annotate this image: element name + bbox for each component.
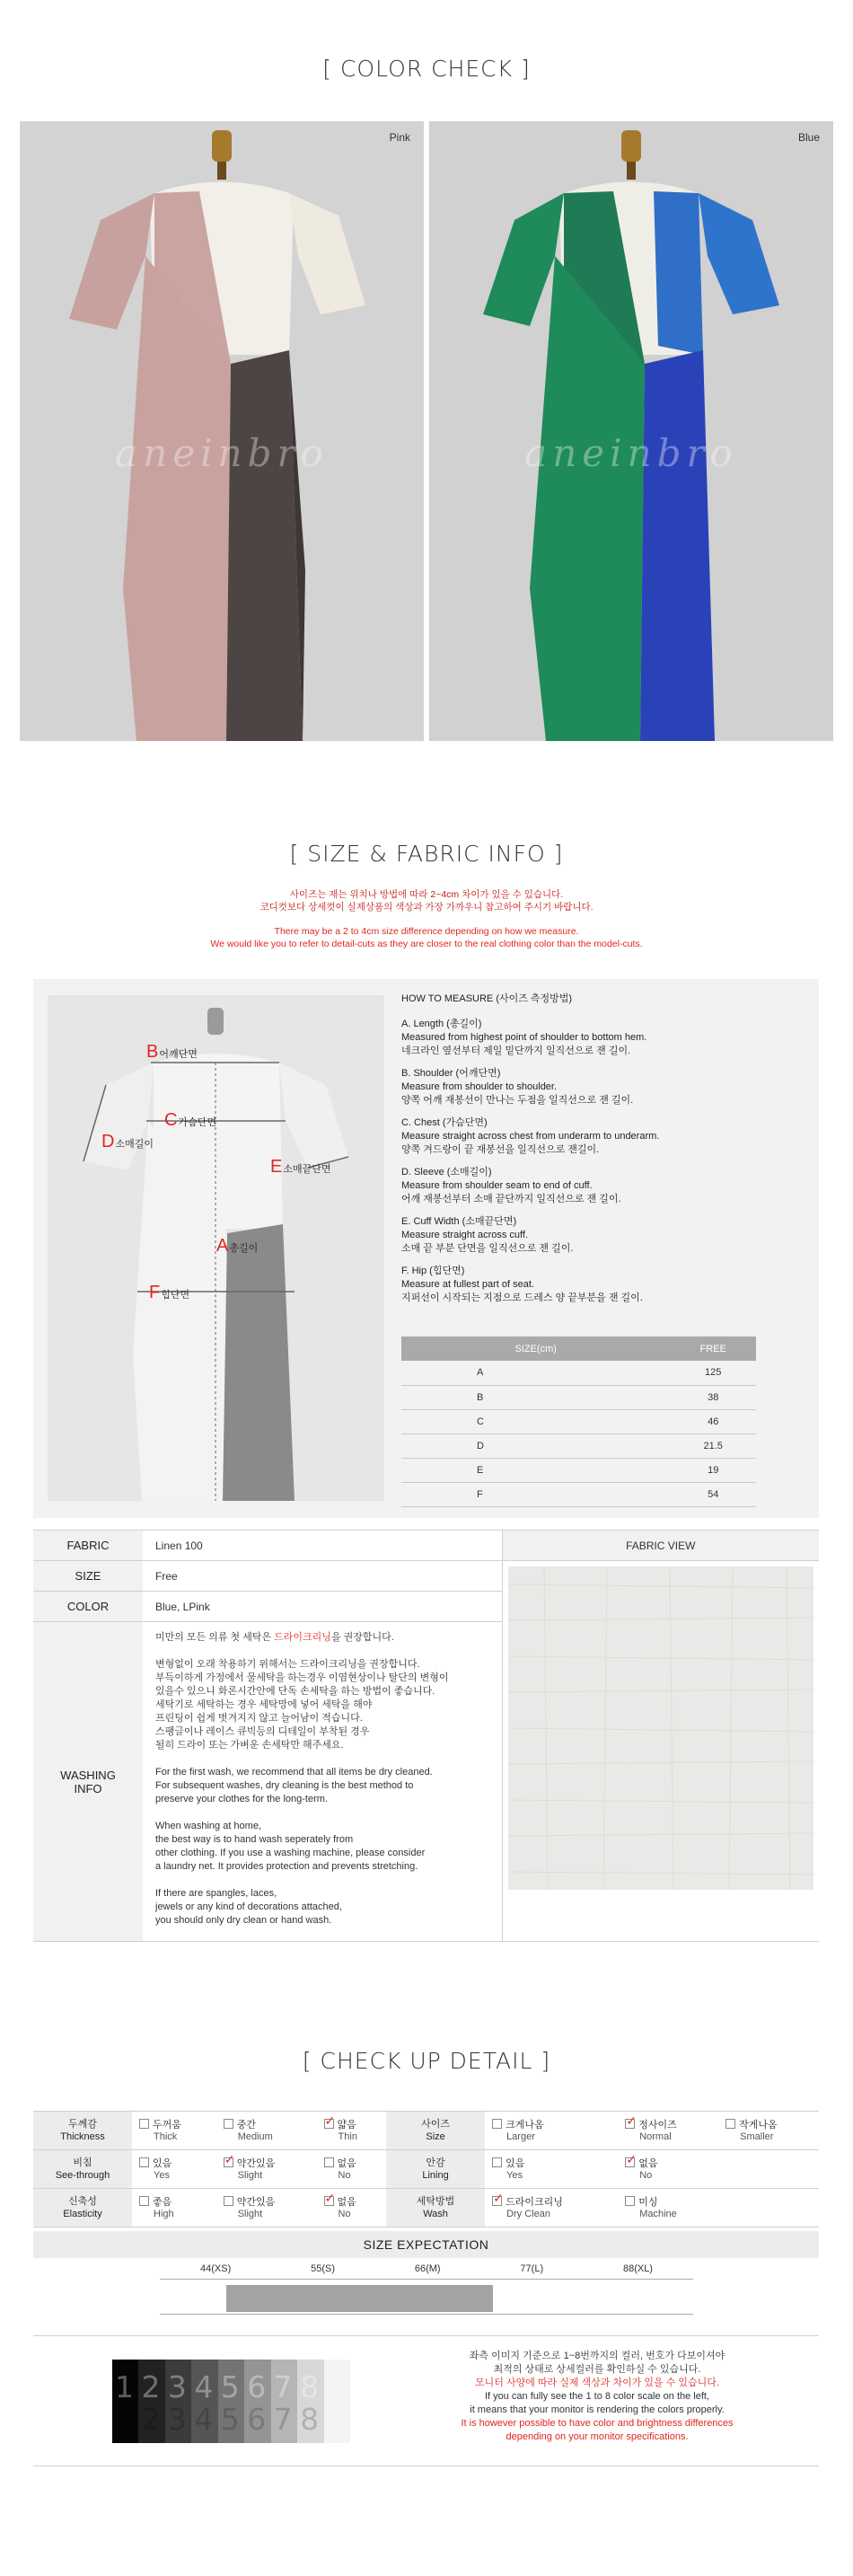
scale-digit: 5 xyxy=(220,2402,240,2437)
size-table-header xyxy=(401,1337,756,1361)
size-larger: 크게나옴 Larger xyxy=(485,2112,618,2150)
color-label: COLOR xyxy=(33,1592,143,1622)
measure-label-a: A총길이 xyxy=(216,1236,259,1256)
check-up-table xyxy=(33,2111,819,2228)
size-note-kr xyxy=(0,888,853,913)
measure-item-b: B. Shoulder (어깨단면) Measure from shoulder to shoulder. 양쪽 어깨 재봉선이 만나는 두점을 일직선으로 잰 길이. xyxy=(401,1068,634,1106)
size-expectation-header: SIZE EXPECTATION xyxy=(33,2231,819,2258)
gray-swatch xyxy=(165,2360,191,2443)
elastic-no: ✓없음 No xyxy=(317,2189,387,2228)
elastic-high: 좋음 High xyxy=(132,2189,216,2228)
measure-item-d: D. Sleeve (소매길이) Measure from shoulder seam to end of cuff. 어깨 재봉선부터 소매 끝단까지 일직선으로 잰 길이. xyxy=(401,1167,621,1204)
gray-swatch xyxy=(138,2360,164,2443)
gray-swatch xyxy=(297,2360,323,2443)
blue-color-label: Blue xyxy=(797,131,820,144)
monitor-note-en-1: If you can fully see the 1 to 8 color scale on the left, xyxy=(484,2391,710,2402)
lining-header: 안감 Lining xyxy=(386,2150,485,2189)
see-slight: ✓약간있음 Slight xyxy=(216,2150,317,2189)
scale-digit: 2 xyxy=(141,2402,161,2437)
color-value: Blue, LPink xyxy=(143,1592,502,1622)
gray-swatch xyxy=(271,2360,297,2443)
scale-digit: 8 xyxy=(300,2369,320,2404)
scale-digit: 3 xyxy=(167,2369,187,2404)
divider xyxy=(33,2335,819,2336)
monitor-note-kr-1: 좌측 이미지 기준으로 1~8번까지의 컬러, 번호가 다보이셔야 xyxy=(469,2351,725,2361)
watermark: aneinbro xyxy=(115,431,329,475)
size-note-en xyxy=(0,925,853,950)
thickness-header: 두께감 Thickness xyxy=(33,2112,132,2150)
size-fabric-title: [ SIZE & FABRIC INFO ] xyxy=(289,841,564,867)
measure-label-b: B어깨단면 xyxy=(146,1042,198,1062)
color-check-title: [ COLOR CHECK ] xyxy=(322,56,531,82)
fabric-info-table xyxy=(33,1530,819,1942)
monitor-note-en-3: It is however possible to have color and brightness differences xyxy=(461,2418,734,2429)
size-col-header: SIZE(cm) xyxy=(401,1337,670,1361)
monitor-note-en-2: it means that your monitor is rendering the colors properly. xyxy=(470,2404,725,2415)
table-row: D 21.5 xyxy=(401,1434,756,1458)
size-expectation-scale xyxy=(160,2263,693,2315)
scale-digit: 8 xyxy=(300,2402,320,2437)
measure-mannequin-photo xyxy=(48,995,384,1501)
wash-en-2: When washing at home, the best way is to hand wash seperately from other clothing. If you use a washing machine, please consider a laundry net. It provides protection and prevents stretching. xyxy=(155,1821,426,1872)
free-col-header: FREE xyxy=(670,1337,756,1361)
thickness-medium: 중간 Medium xyxy=(216,2112,317,2150)
scale-digit: 4 xyxy=(194,2369,214,2404)
wash-en-3: If there are spangles, laces, jewels or any kind of decorations attached, you should only dry clean or hand wash. xyxy=(155,1888,342,1926)
size-normal: ✓정사이즈 Normal xyxy=(618,2112,718,2150)
monitor-note-en-4: depending on your monitor specifications. xyxy=(506,2431,689,2442)
size-header: 사이즈 Size xyxy=(386,2112,485,2150)
scale-digit: 7 xyxy=(273,2402,293,2437)
size-tick-l: 77(L) xyxy=(520,2263,544,2274)
scale-digit: 3 xyxy=(167,2402,187,2437)
wash-kr-detail: 변형없이 오래 착용하기 위해서는 드라이크리닝을 권장합니다. 부득이하게 가정에서 물세탁을 하는경우 이염현상이나 탈단의 변형이 있을수 있으니 화론시간안에 단독 손세탁을 하는 방법이 좋습니다. 세탁기로 세탁하는 경우 세탁망에 넣어 세탁을 해야 프린팅이 쉽게 벗겨지지 않고 늘어남이 적습니다. 스팽글이나 레이스 큐빅등의 디테일이 부착된 경우 될히 드라이 또는 가벼운 손세탁만 해주세요. xyxy=(155,1659,449,1751)
scale-digit: 1 xyxy=(115,2402,134,2437)
watermark: aneinbro xyxy=(524,431,738,475)
size-expectation-fill xyxy=(226,2285,493,2312)
pink-dress-photo xyxy=(20,121,424,741)
size-tick-xs: 44(XS) xyxy=(200,2263,232,2274)
size-note-en-2: We would like you to refer to detail-cuts as they are closer to the real clothing color than the model-cuts. xyxy=(210,939,643,949)
gray-swatch xyxy=(244,2360,270,2443)
fabric-view-label: FABRIC VIEW xyxy=(502,1531,819,1561)
measure-item-f: F. Hip (힙단면) Measure at fullest part of seat. 지퍼선이 시작되는 지점으로 드레스 양 끝부분을 잰 길이. xyxy=(401,1266,643,1303)
scale-digit: 7 xyxy=(273,2369,293,2404)
size-tick-s: 55(S) xyxy=(311,2263,335,2274)
size-tick-m: 66(M) xyxy=(414,2263,441,2274)
pink-color-label: Pink xyxy=(389,131,410,144)
scale-digit: 4 xyxy=(194,2402,214,2437)
table-row: B 38 xyxy=(401,1385,756,1409)
size-scale-ticks xyxy=(160,2263,693,2274)
fabric-value: Linen 100 xyxy=(143,1531,502,1561)
check-up-title: [ CHECK UP DETAIL ] xyxy=(302,2048,551,2074)
scale-digit: 6 xyxy=(247,2369,267,2404)
size-smaller: 작게나옴 Smaller xyxy=(718,2112,819,2150)
scale-digit: 2 xyxy=(141,2369,161,2404)
wash-dry-clean: ✓드라이크리닝 Dry Clean xyxy=(485,2189,618,2228)
size-label: SIZE xyxy=(33,1561,143,1592)
fabric-swatch-image xyxy=(508,1566,813,1890)
how-to-measure xyxy=(401,992,796,1314)
see-through-header: 비침 See-through xyxy=(33,2150,132,2189)
blue-dress-photo xyxy=(429,121,833,741)
wash-en-1: For the first wash, we recommend that all items be dry cleaned. For subsequent washes, dry cleaning is the best method to preserve your clothes for the long-term. xyxy=(155,1767,433,1804)
lining-no: ✓없음 No xyxy=(618,2150,718,2189)
wash-kr-first: 미만의 모든 의류 첫 세탁은 드라이크리닝을 권장합니다. xyxy=(155,1632,394,1643)
washing-info-label: WASHING INFO xyxy=(33,1622,143,1942)
scale-digit: 1 xyxy=(115,2369,134,2404)
size-tick-xl: 88(XL) xyxy=(622,2263,653,2274)
monitor-note-kr-2: 최적의 상태로 상세컬러를 확인하실 수 있습니다. xyxy=(493,2364,701,2375)
fabric-label: FABRIC xyxy=(33,1531,143,1561)
measure-label-c: C가슴단면 xyxy=(164,1110,216,1130)
table-row: F 54 xyxy=(401,1482,756,1506)
wash-header: 세탁방법 Wash xyxy=(386,2189,485,2228)
wash-machine: 미싱 Machine xyxy=(618,2189,718,2228)
size-note-en-1: There may be a 2 to 4cm size difference depending on how we measure. xyxy=(274,926,579,937)
elasticity-header: 신축성 Elasticity xyxy=(33,2189,132,2228)
washing-info-text xyxy=(143,1622,502,1942)
monitor-color-scale xyxy=(112,2360,350,2443)
monitor-note xyxy=(400,2350,795,2444)
gray-swatch xyxy=(324,2360,350,2443)
see-yes: 있음 Yes xyxy=(132,2150,216,2189)
thickness-thin: ✓얇음 Thin xyxy=(317,2112,387,2150)
measure-label-d: D소매길이 xyxy=(101,1132,154,1151)
size-table xyxy=(401,1337,756,1507)
scale-digit: 5 xyxy=(220,2369,240,2404)
scale-digit: 6 xyxy=(247,2402,267,2437)
table-row: E 19 xyxy=(401,1458,756,1482)
measure-panel xyxy=(33,979,819,1518)
measure-label-e: E소매끝단면 xyxy=(270,1157,331,1177)
size-note-kr-2: 코디컷보다 상세컷이 실제상품의 색상과 가장 가까우니 참고하여 주시기 바랍니다. xyxy=(259,902,594,913)
how-to-measure-title: HOW TO MEASURE (사이즈 측정방법) xyxy=(401,993,573,1004)
size-note-kr-1: 사이즈는 재는 위치나 방법에 따라 2~4cm 차이가 있을 수 있습니다. xyxy=(289,889,564,900)
table-row: A 125 xyxy=(401,1361,756,1385)
gray-swatch xyxy=(218,2360,244,2443)
measure-item-a: A. Length (총길이) Measured from highest point of shoulder to bottom hem. 네크라인 옆선부터 제일 밑단까지 일직선으로 잰 길이. xyxy=(401,1019,647,1056)
size-scale-track xyxy=(160,2279,693,2315)
thickness-thick: 두꺼움 Thick xyxy=(132,2112,216,2150)
table-row: C 46 xyxy=(401,1409,756,1434)
gray-swatch xyxy=(191,2360,217,2443)
gray-swatch xyxy=(112,2360,138,2443)
see-no: 없음 No xyxy=(317,2150,387,2189)
measure-item-e: E. Cuff Width (소매끝단면) Measure straight across cuff. 소매 끝 부분 단면을 일직선으로 잰 길이. xyxy=(401,1216,574,1254)
fabric-view-cell xyxy=(502,1561,819,1942)
measure-item-c: C. Chest (가슴단면) Measure straight across chest from underarm to underarm. 양쪽 겨드랑이 끝 재봉선을 일직선으로 잰길이. xyxy=(401,1117,660,1155)
elastic-slight: 약간있음 Slight xyxy=(216,2189,317,2228)
size-value: Free xyxy=(143,1561,502,1592)
monitor-note-kr-3: 모니터 사양에 따라 실제 색상과 차이가 있을 수 있습니다. xyxy=(475,2378,719,2388)
lining-yes: 있음 Yes xyxy=(485,2150,618,2189)
measure-label-f: F힙단면 xyxy=(149,1283,190,1302)
